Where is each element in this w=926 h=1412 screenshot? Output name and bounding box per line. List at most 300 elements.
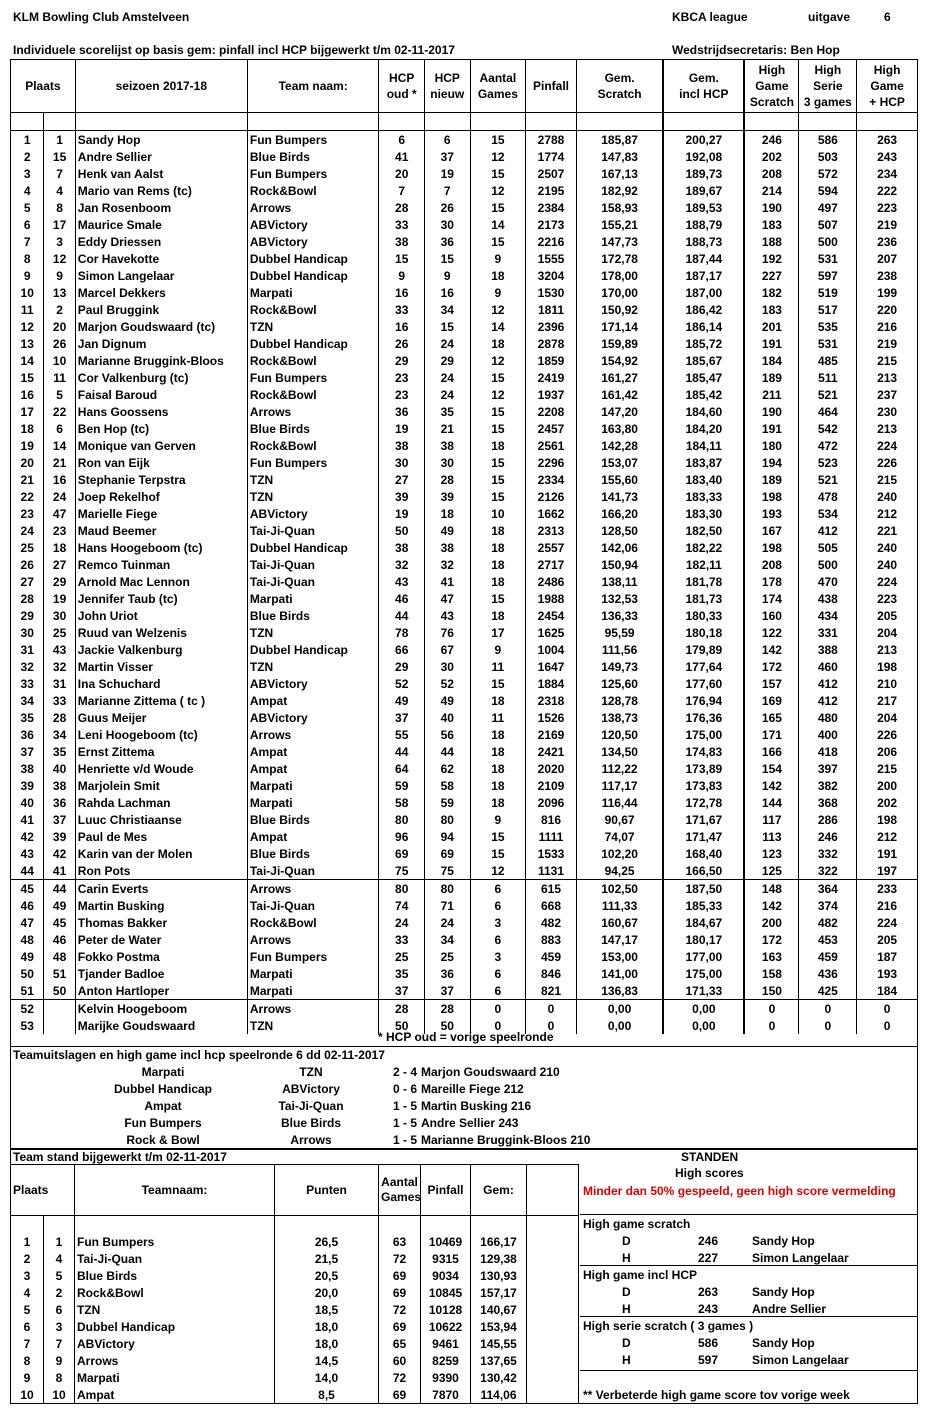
hcp-oud: 96 (379, 828, 425, 845)
prev-place-cell (44, 1000, 75, 1018)
gem-scratch: 150,94 (576, 556, 663, 573)
table-row (11, 1267, 579, 1284)
high-game-hcp: 226 (857, 454, 918, 471)
high-game-scratch: 198 (744, 488, 799, 505)
hcp-oud: 37 (379, 709, 425, 726)
high-game-scratch: 142 (744, 641, 799, 658)
place-cell: 47 (11, 914, 44, 931)
place-cell: 49 (11, 948, 44, 965)
high-game-scratch: 172 (744, 931, 799, 948)
place-cell: 8 (11, 1352, 44, 1369)
hcp-oud: 75 (379, 862, 425, 880)
hcp-nieuw: 47 (424, 590, 470, 607)
player-name: Marianne Zittema ( tc ) (75, 692, 247, 709)
col-plaats: Plaats (11, 60, 76, 113)
hcp-oud: 7 (379, 182, 425, 199)
gem-hcp: 185,33 (663, 897, 744, 914)
prev-place-cell: 2 (44, 1284, 75, 1301)
col-pinfall: Pinfall (526, 60, 577, 113)
high-game-scratch: 180 (744, 437, 799, 454)
pinfall: 2020 (526, 760, 577, 777)
high-serie: 382 (799, 777, 857, 794)
player-name: Karin van der Molen (75, 845, 247, 862)
high-score-value: 263 (698, 1285, 719, 1299)
pinfall: 1111 (526, 828, 577, 845)
high-game-hcp: 198 (857, 811, 918, 828)
hcp-oud: 58 (379, 794, 425, 811)
hcp-oud: 39 (379, 488, 425, 505)
player-name: Anton Hartloper (75, 982, 247, 1000)
high-game-hcp: 199 (857, 284, 918, 301)
hcp-oud: 66 (379, 641, 425, 658)
team-name: Marpati (247, 284, 379, 301)
place-cell: 51 (11, 982, 44, 1000)
place-cell: 1 (11, 1233, 44, 1250)
gem-scratch: 153,07 (576, 454, 663, 471)
aantal-games: 69 (379, 1386, 421, 1403)
player-name: Jackie Valkenburg (75, 641, 247, 658)
high-game-scratch: 163 (744, 948, 799, 965)
aantal-games: 18 (470, 437, 526, 454)
table-row (11, 1301, 579, 1318)
gem-hcp: 172,78 (663, 794, 744, 811)
table-row (11, 250, 918, 267)
prev-place-cell: 49 (44, 897, 75, 914)
hcp-nieuw: 24 (424, 335, 470, 352)
punten: 26,5 (275, 1233, 379, 1250)
high-game-hcp: 220 (857, 301, 918, 318)
high-serie: 436 (799, 965, 857, 982)
team-name: Fun Bumpers (247, 165, 379, 182)
hcp-nieuw: 80 (424, 811, 470, 828)
place-cell: 10 (11, 284, 44, 301)
team-name: Blue Birds (247, 607, 379, 624)
place-cell: 14 (11, 352, 44, 369)
hcp-oud: 6 (379, 131, 425, 149)
high-game: Mareille Fiege 212 (421, 1082, 524, 1096)
aantal-games: 15 (470, 845, 526, 862)
team-name: Rock&Bowl (247, 437, 379, 454)
pinfall: 1937 (526, 386, 577, 403)
hcp-nieuw: 39 (424, 488, 470, 505)
player-name: Simon Langelaar (75, 267, 247, 284)
hcp-nieuw: 24 (424, 914, 470, 931)
aantal-games: 72 (379, 1301, 421, 1318)
team-name: Marpati (75, 1369, 275, 1386)
high-game-scratch: 227 (744, 267, 799, 284)
high-serie: 0 (799, 1000, 857, 1018)
place-cell: 3 (11, 165, 44, 182)
pinfall: 1555 (526, 250, 577, 267)
prev-place-cell: 20 (44, 318, 75, 335)
player-name: Kelvin Hoogeboom (75, 1000, 247, 1018)
table-row (11, 845, 918, 862)
high-game-hcp: 219 (857, 216, 918, 233)
high-game-scratch: 144 (744, 794, 799, 811)
team-name: Tai-Ji-Quan (247, 862, 379, 880)
high-serie: 464 (799, 403, 857, 420)
high-game-scratch: 191 (744, 335, 799, 352)
pinfall: 2557 (526, 539, 577, 556)
high-game-hcp: 238 (857, 267, 918, 284)
team-name: TZN (247, 624, 379, 641)
hcp-oud: 44 (379, 607, 425, 624)
high-game-scratch: 172 (744, 658, 799, 675)
gem-scratch: 185,87 (576, 131, 663, 149)
team-name: TZN (247, 318, 379, 335)
high-serie: 597 (799, 267, 857, 284)
aantal-games: 12 (470, 301, 526, 318)
team-name: ABVictory (75, 1335, 275, 1352)
prev-place-cell: 29 (44, 573, 75, 590)
pinfall: 2507 (526, 165, 577, 182)
place-cell: 21 (11, 471, 44, 488)
gem-hcp: 177,00 (663, 948, 744, 965)
hcp-oud: 26 (379, 335, 425, 352)
place-cell: 33 (11, 675, 44, 692)
pinfall: 846 (526, 965, 577, 982)
high-game-hcp: 187 (857, 948, 918, 965)
aantal-games: 6 (470, 931, 526, 948)
team-name: Marpati (247, 982, 379, 1000)
place-cell: 13 (11, 335, 44, 352)
gem-hcp: 174,83 (663, 743, 744, 760)
gem-scratch: 102,50 (576, 880, 663, 898)
high-game-hcp: 193 (857, 965, 918, 982)
high-game-hcp: 216 (857, 318, 918, 335)
high-score-value: 227 (698, 1251, 719, 1265)
prev-place-cell: 19 (44, 590, 75, 607)
team-name: Tai-Ji-Quan (247, 522, 379, 539)
player-name: Maud Beemer (75, 522, 247, 539)
gem-scratch: 153,00 (576, 948, 663, 965)
gem-hcp: 187,00 (663, 284, 744, 301)
aantal-games: 69 (379, 1284, 421, 1301)
high-serie: 418 (799, 743, 857, 760)
table-row (11, 862, 918, 880)
gem-hcp: 0,00 (663, 1017, 744, 1034)
gem-hcp: 180,33 (663, 607, 744, 624)
place-cell: 42 (11, 828, 44, 845)
high-game-scratch: 154 (744, 760, 799, 777)
table-row (11, 590, 918, 607)
col-high-serie: High Serie 3 games (799, 60, 857, 113)
high-serie: 0 (799, 1017, 857, 1034)
prev-place-cell: 3 (44, 233, 75, 250)
high-game-scratch: 122 (744, 624, 799, 641)
high-score-player: Andre Sellier (752, 1302, 827, 1316)
aantal-games: 6 (470, 965, 526, 982)
high-game-hcp: 206 (857, 743, 918, 760)
standings-col-pinfall: Pinfall (421, 1165, 471, 1216)
high-game-scratch: 142 (744, 777, 799, 794)
high-score-value: 246 (698, 1234, 719, 1248)
team-name: TZN (75, 1301, 275, 1318)
gem-scratch: 0,00 (576, 1000, 663, 1018)
gem-scratch: 150,92 (576, 301, 663, 318)
aantal-games: 11 (470, 709, 526, 726)
aantal-games: 10 (470, 505, 526, 522)
gem-hcp: 200,27 (663, 131, 744, 149)
high-game-scratch: 192 (744, 250, 799, 267)
prev-place-cell: 38 (44, 777, 75, 794)
high-score-value: 243 (698, 1302, 719, 1316)
prev-place-cell: 9 (44, 1352, 75, 1369)
gem: 153,94 (471, 1318, 527, 1335)
high-game-scratch: 183 (744, 301, 799, 318)
player-name: Ron Pots (75, 862, 247, 880)
table-row (11, 233, 918, 250)
high-game-scratch: 189 (744, 471, 799, 488)
gender-label: H (622, 1302, 631, 1316)
team-name: Tai-Ji-Quan (75, 1250, 275, 1267)
high-score-player: Sandy Hop (752, 1285, 815, 1299)
aantal-games: 65 (379, 1335, 421, 1352)
high-game: Martin Busking 216 (421, 1099, 532, 1113)
individual-score-table (10, 59, 918, 1034)
standings-col-team: Teamnaam: (75, 1165, 275, 1216)
table-row (11, 675, 918, 692)
prev-place-cell: 25 (44, 624, 75, 641)
high-game-scratch: 167 (744, 522, 799, 539)
place-cell: 30 (11, 624, 44, 641)
high-serie: 480 (799, 709, 857, 726)
empty-cell (527, 1301, 579, 1318)
team-name: Dubbel Handicap (247, 250, 379, 267)
col-team: Team naam: (247, 60, 379, 113)
hcp-nieuw: 38 (424, 437, 470, 454)
high-game-hcp: 202 (857, 794, 918, 811)
gem: 137,65 (471, 1352, 527, 1369)
table-row (11, 931, 918, 948)
player-name: Henriette v/d Woude (75, 760, 247, 777)
high-game-scratch: 194 (744, 454, 799, 471)
standings-col-empty (527, 1165, 579, 1216)
aantal-games: 63 (379, 1233, 421, 1250)
gem-scratch: 102,20 (576, 845, 663, 862)
prev-place-cell: 16 (44, 471, 75, 488)
punten: 14,0 (275, 1369, 379, 1386)
pinfall: 1662 (526, 505, 577, 522)
pinfall: 2126 (526, 488, 577, 505)
high-game-scratch: 246 (744, 131, 799, 149)
hcp-nieuw: 36 (424, 233, 470, 250)
player-name: Ben Hop (tc) (75, 420, 247, 437)
pinfall: 9390 (421, 1369, 471, 1386)
team-name: Arrows (247, 726, 379, 743)
player-name: Marcel Dekkers (75, 284, 247, 301)
high-game-hcp: 207 (857, 250, 918, 267)
hcp-nieuw: 30 (424, 658, 470, 675)
hcp-oud: 41 (379, 148, 425, 165)
team-name: Tai-Ji-Quan (247, 556, 379, 573)
pinfall: 2096 (526, 794, 577, 811)
high-serie: 521 (799, 386, 857, 403)
high-game-hcp: 230 (857, 403, 918, 420)
gem-scratch: 138,11 (576, 573, 663, 590)
gender-label: D (622, 1234, 631, 1248)
high-serie: 412 (799, 522, 857, 539)
player-name: Paul de Mes (75, 828, 247, 845)
high-score-player: Simon Langelaar (752, 1353, 849, 1367)
gem: 130,93 (471, 1267, 527, 1284)
high-game-scratch: 113 (744, 828, 799, 845)
table-row (11, 454, 918, 471)
aantal-games: 18 (470, 692, 526, 709)
prev-place-cell: 39 (44, 828, 75, 845)
prev-place-cell: 48 (44, 948, 75, 965)
place-cell: 22 (11, 488, 44, 505)
high-serie: 507 (799, 216, 857, 233)
table-row (11, 1318, 579, 1335)
high-serie: 521 (799, 471, 857, 488)
player-name: Jennifer Taub (tc) (75, 590, 247, 607)
hcp-oud: 20 (379, 165, 425, 182)
hcp-oud: 52 (379, 675, 425, 692)
prev-place-cell: 14 (44, 437, 75, 454)
gem-scratch: 141,73 (576, 488, 663, 505)
high-serie: 500 (799, 233, 857, 250)
pinfall: 2878 (526, 335, 577, 352)
prev-place-cell: 44 (44, 880, 75, 898)
high-game-hcp: 205 (857, 607, 918, 624)
hcp-nieuw: 26 (424, 199, 470, 216)
table-row (11, 641, 918, 658)
team-name: Tai-Ji-Quan (247, 897, 379, 914)
high-game-hcp: 234 (857, 165, 918, 182)
high-score-section-title: High game incl HCP (583, 1268, 698, 1282)
table-row (11, 369, 918, 386)
gem-hcp: 182,50 (663, 522, 744, 539)
hcp-nieuw: 52 (424, 675, 470, 692)
pinfall: 1530 (526, 284, 577, 301)
hcp-nieuw: 71 (424, 897, 470, 914)
table-header-row (11, 60, 918, 113)
high-serie: 374 (799, 897, 857, 914)
punten: 14,5 (275, 1352, 379, 1369)
high-serie: 531 (799, 250, 857, 267)
pinfall: 2419 (526, 369, 577, 386)
prev-place-cell: 5 (44, 386, 75, 403)
place-cell: 18 (11, 420, 44, 437)
team-name: Dubbel Handicap (247, 641, 379, 658)
gem: 130,42 (471, 1369, 527, 1386)
prev-place-cell: 46 (44, 931, 75, 948)
player-name: Sandy Hop (75, 131, 247, 149)
gem-hcp: 171,47 (663, 828, 744, 845)
place-cell: 9 (11, 267, 44, 284)
table-row (11, 709, 918, 726)
pinfall: 2457 (526, 420, 577, 437)
table-row (11, 948, 918, 965)
high-game-scratch: 148 (744, 880, 799, 898)
high-game-hcp: 215 (857, 760, 918, 777)
high-game-scratch: 200 (744, 914, 799, 931)
gem-scratch: 94,25 (576, 862, 663, 880)
player-name: Marijke Goudswaard (75, 1017, 247, 1034)
player-name: Jan Rosenboom (75, 199, 247, 216)
hcp-oud: 38 (379, 233, 425, 250)
high-game-scratch: 214 (744, 182, 799, 199)
team-name: Rock&Bowl (247, 301, 379, 318)
aantal-games: 6 (470, 880, 526, 898)
gem-scratch: 125,60 (576, 675, 663, 692)
table-row (11, 148, 918, 165)
pinfall: 10845 (421, 1284, 471, 1301)
high-serie: 388 (799, 641, 857, 658)
hcp-nieuw: 94 (424, 828, 470, 845)
place-cell: 11 (11, 301, 44, 318)
player-name: Marianne Bruggink-Bloos (75, 352, 247, 369)
hcp-oud: 78 (379, 624, 425, 641)
hcp-nieuw: 32 (424, 556, 470, 573)
high-serie: 472 (799, 437, 857, 454)
place-cell: 36 (11, 726, 44, 743)
hcp-nieuw: 43 (424, 607, 470, 624)
hcp-nieuw: 40 (424, 709, 470, 726)
player-name: Carin Everts (75, 880, 247, 898)
high-game-scratch: 188 (744, 233, 799, 250)
prev-place-cell: 1 (44, 1233, 75, 1250)
table-row (11, 216, 918, 233)
gem-scratch: 170,00 (576, 284, 663, 301)
high-game-hcp: 205 (857, 931, 918, 948)
team-name: Arrows (247, 880, 379, 898)
aantal-games: 12 (470, 182, 526, 199)
empty-cell (527, 1335, 579, 1352)
high-serie: 412 (799, 692, 857, 709)
high-game-hcp: 240 (857, 488, 918, 505)
high-serie: 534 (799, 505, 857, 522)
aantal-games: 15 (470, 590, 526, 607)
aantal-games: 15 (470, 420, 526, 437)
gem-hcp: 168,40 (663, 845, 744, 862)
team-name: Marpati (247, 777, 379, 794)
aantal-games: 15 (470, 403, 526, 420)
aantal-games: 72 (379, 1250, 421, 1267)
table-row (11, 982, 918, 1000)
place-cell: 28 (11, 590, 44, 607)
col-seizoen: seizoen 2017-18 (75, 60, 247, 113)
aantal-games: 15 (470, 454, 526, 471)
col-hcp-nieuw: HCP nieuw (424, 60, 470, 113)
hcp-oud: 28 (379, 199, 425, 216)
pinfall: 1859 (526, 352, 577, 369)
hcp-nieuw: 49 (424, 522, 470, 539)
place-cell: 26 (11, 556, 44, 573)
prev-place-cell: 41 (44, 862, 75, 880)
table-row (11, 624, 918, 641)
pinfall: 1533 (526, 845, 577, 862)
high-serie: 542 (799, 420, 857, 437)
gem-hcp: 173,89 (663, 760, 744, 777)
hcp-oud: 59 (379, 777, 425, 794)
player-name: Hans Hoogeboom (tc) (75, 539, 247, 556)
aantal-games: 11 (470, 658, 526, 675)
standings-header-row (11, 1165, 579, 1216)
pinfall: 2208 (526, 403, 577, 420)
punten: 18,0 (275, 1335, 379, 1352)
punten: 20,5 (275, 1267, 379, 1284)
footnote-box (10, 1029, 918, 1047)
hcp-nieuw: 34 (424, 301, 470, 318)
hcp-oud: 74 (379, 897, 425, 914)
place-cell: 20 (11, 454, 44, 471)
hcp-nieuw: 15 (424, 250, 470, 267)
high-serie: 517 (799, 301, 857, 318)
pinfall: 2109 (526, 777, 577, 794)
hcp-oud: 33 (379, 301, 425, 318)
